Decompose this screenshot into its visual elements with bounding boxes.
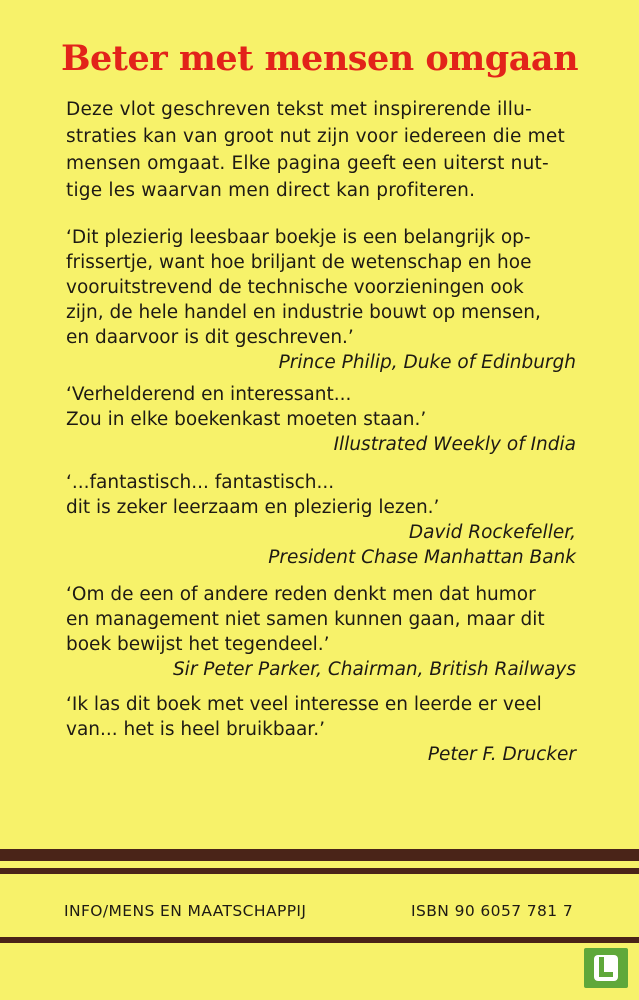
intro-line: tige les waarvan men direct kan profiteren. [66, 180, 476, 201]
quote-attribution: President Chase Manhattan Bank [268, 547, 576, 568]
quote-peter-parker [66, 582, 576, 682]
quote-line: vooruitstrevend de technische voorzieningen ook [66, 277, 524, 298]
quote-line: dit is zeker leerzaam en plezierig lezen.’ [66, 497, 440, 518]
series-label: INFO/MENS EN MAATSCHAPPIJ [64, 902, 307, 920]
quote-prince-philip [66, 225, 576, 375]
quote-line: van... het is heel bruikbaar.’ [66, 719, 325, 740]
cover-title: Beter met mensen omgaan [60, 38, 579, 79]
quote-illustrated-weekly [66, 382, 576, 457]
quote-line: en daarvoor is dit geschreven.’ [66, 327, 354, 348]
quote-line: ‘Om de een of andere reden denkt men dat humor [66, 584, 536, 605]
quote-line: ‘Ik las dit boek met veel interesse en leerde er veel [66, 694, 542, 715]
bottom-divider-band [0, 937, 639, 943]
quote-line: boek bewijst het tegendeel.’ [66, 634, 330, 655]
intro-line: Deze vlot geschreven tekst met inspirerende illu- [66, 99, 532, 120]
quote-attribution: Illustrated Weekly of India [333, 434, 576, 455]
quote-line: ‘...fantastisch... fantastisch... [66, 472, 335, 493]
quote-attribution: Sir Peter Parker, Chairman, British Railways [172, 659, 576, 680]
isbn-label: ISBN 90 6057 781 7 [411, 902, 574, 920]
quote-line: Zou in elke boekenkast moeten staan.’ [66, 409, 427, 430]
intro-line: mensen omgaat. Elke pagina geeft een uiterst nut- [66, 153, 549, 174]
quote-line: frissertje, want hoe briljant de wetenschap en hoe [66, 252, 532, 273]
intro-paragraph [66, 96, 576, 204]
publisher-logo-icon [584, 948, 628, 988]
quote-line: ‘Dit plezierig leesbaar boekje is een belangrijk op- [66, 227, 531, 248]
quote-line: zijn, de hele handel en industrie bouwt op mensen, [66, 302, 541, 323]
quote-attribution: Prince Philip, Duke of Edinburgh [278, 352, 576, 373]
top-divider-band [0, 849, 639, 861]
quote-line: en management niet samen kunnen gaan, maar dit [66, 609, 545, 630]
thin-divider-band [0, 868, 639, 874]
quote-peter-drucker [66, 692, 576, 767]
intro-line: straties kan van groot nut zijn voor iedereen die met [66, 126, 565, 147]
quote-attribution: David Rockefeller, [408, 522, 576, 543]
quote-line: ‘Verhelderend en interessant... [66, 384, 352, 405]
quote-david-rockefeller [66, 470, 576, 570]
quote-attribution: Peter F. Drucker [427, 744, 576, 765]
